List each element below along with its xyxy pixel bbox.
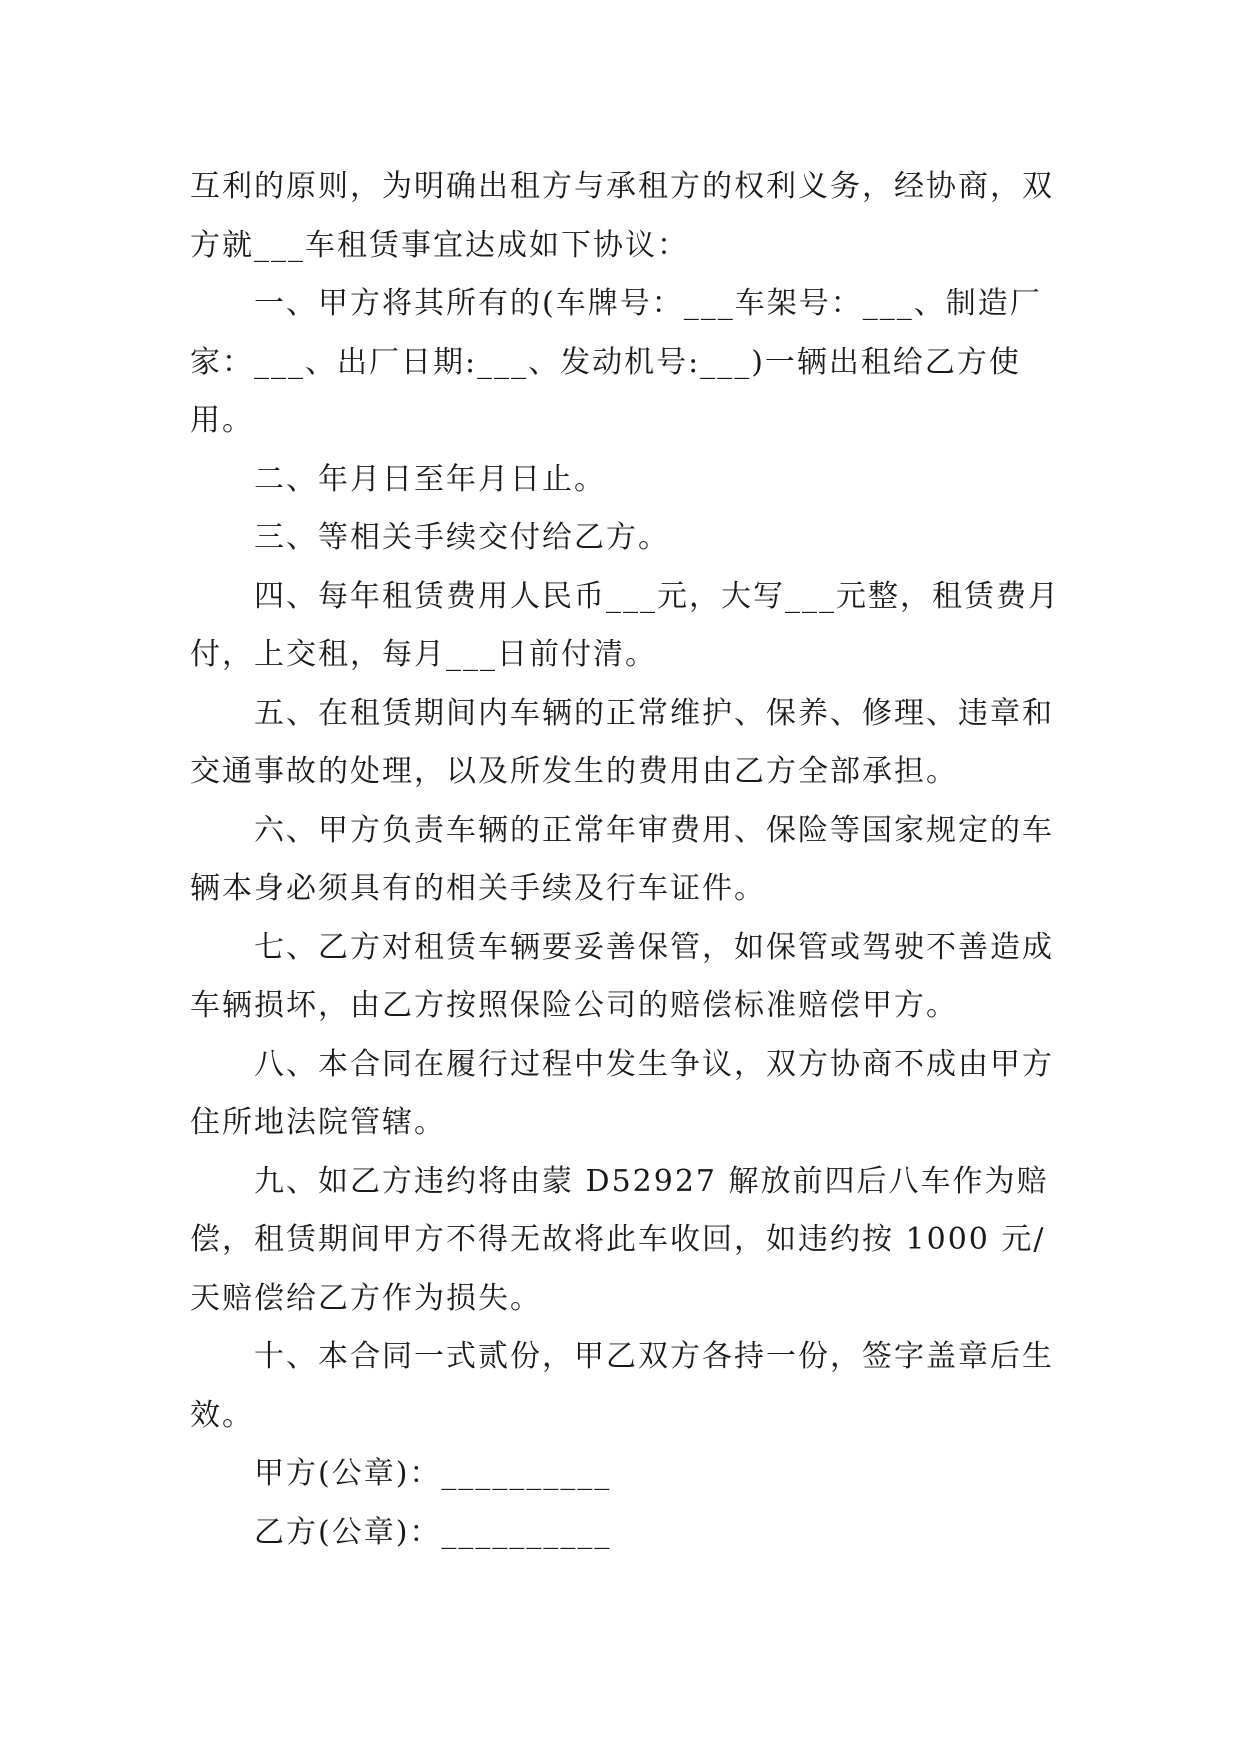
clause-3: 三、等相关手续交付给乙方。 xyxy=(254,520,670,555)
clause-5: 五、在租赁期间内车辆的正常维护、保养、修理、违章和交通事故的处理，以及所发生的费用由乙方全部承担。 xyxy=(190,695,1054,789)
clause-2: 二、年月日至年月日止。 xyxy=(254,461,606,497)
clause-4: 四、每年租赁费用人民币___元，大写___元整，租赁费月付，上交租，每月___日前付清。 xyxy=(190,578,1060,672)
clause-10: 十、本合同一式贰份，甲乙双方各持一份，签字盖章后生效。 xyxy=(190,1339,1054,1433)
clause-8: 八、本合同在履行过程中发生争议，双方协商不成由甲方住所地法院管辖。 xyxy=(190,1046,1054,1140)
party-b-signature-line: 乙方(公章)：__________ xyxy=(254,1514,612,1550)
party-a-signature-line: 甲方(公章)：__________ xyxy=(254,1456,612,1491)
paragraph-intro: 互利的原则，为明确出租方与承租方的权利义务，经协商，双方就___车租赁事宜达成如下协议： xyxy=(190,169,1054,263)
clause-7: 七、乙方对租赁车辆要妥善保管，如保管或驾驶不善造成车辆损坏，由乙方按照保险公司的赔偿标准赔偿甲方。 xyxy=(190,929,1054,1023)
clause-9: 九、如乙方违约将由蒙 D52927 解放前四后八车作为赔偿，租赁期间甲方不得无故将此车收回，如违约按 1000 元/天赔偿给乙方作为损失。 xyxy=(190,1163,1049,1316)
clause-1: 一、甲方将其所有的(车牌号：___车架号：___、制造厂家：___、出厂日期:___、发动机号:___)一辆出租给乙方使用。 xyxy=(190,286,1042,438)
clause-6: 六、甲方负责车辆的正常年审费用、保险等国家规定的车辆本身必须具有的相关手续及行车证件。 xyxy=(190,812,1054,906)
contract-body xyxy=(190,158,1060,1562)
